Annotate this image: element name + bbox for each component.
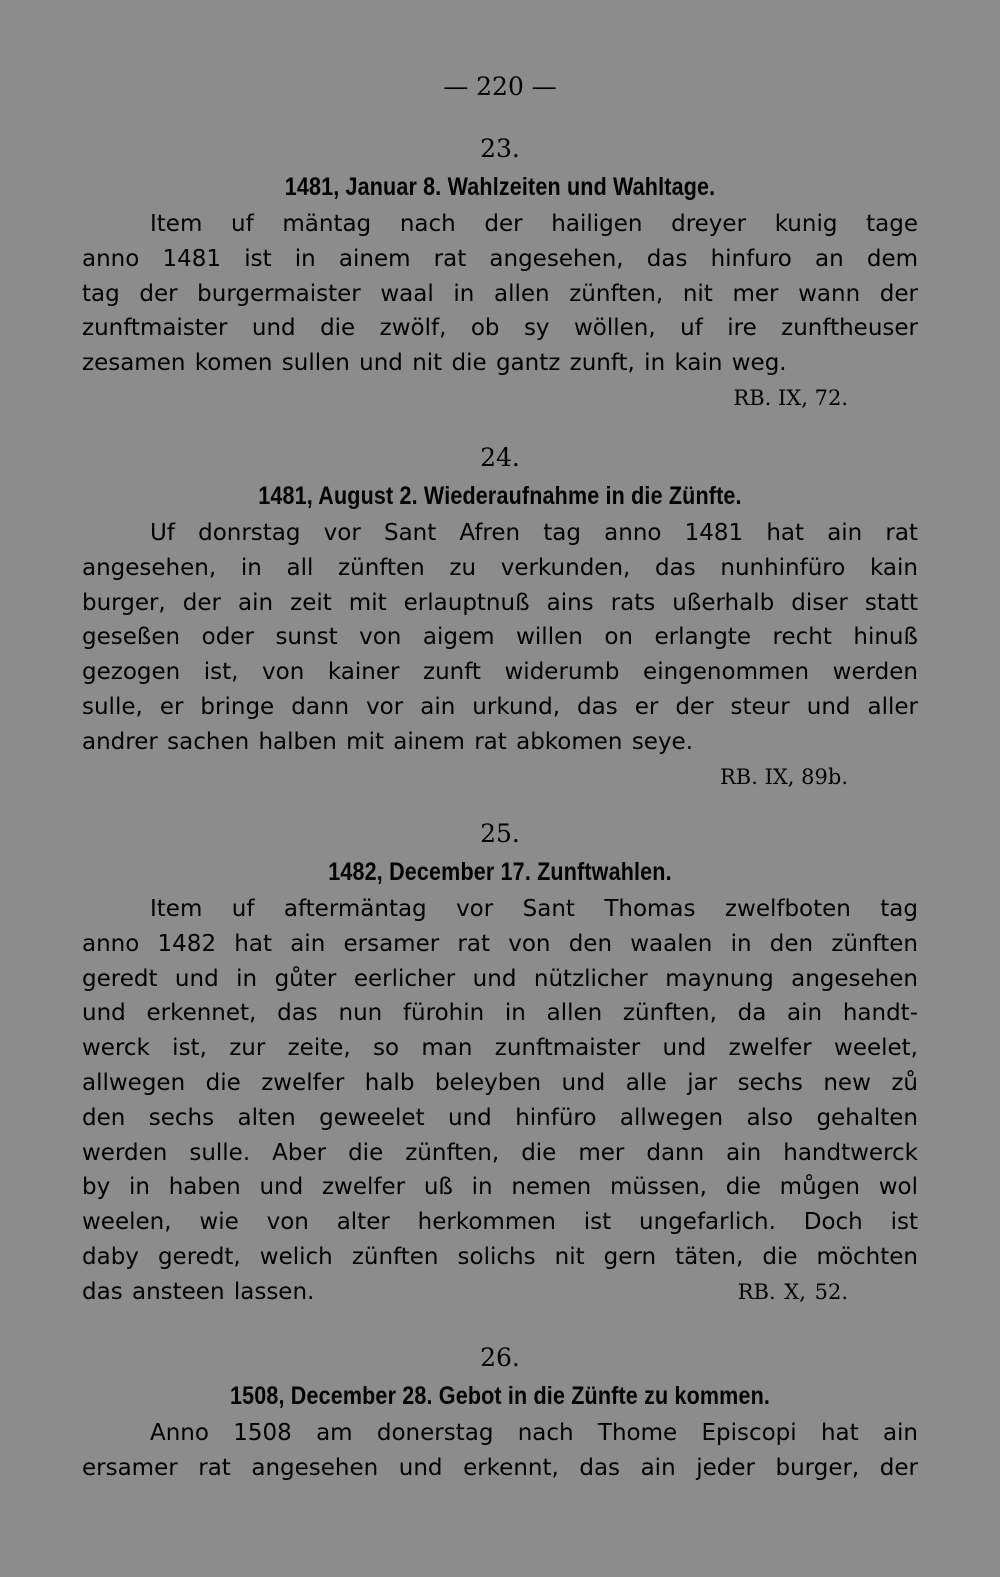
- entry-number: 26.: [480, 1343, 520, 1372]
- entry-text: [82, 1416, 918, 1486]
- text-line: weelen, wie von alter herkommen ist ungefarlich. Doch ist: [82, 1209, 918, 1236]
- text-line: den sechs alten geweelet und hinfüro allwegen also gehalten: [82, 1104, 918, 1131]
- entry-heading: 1508, December 28. Gebot in die Zünfte zu kommen.: [229, 1382, 771, 1410]
- text-line: und erkennet, das nun fürohin in allen zünften, da ain handt-: [82, 1000, 918, 1027]
- text-line: tag der burgermaister waal in allen zünften, nit mer wann der: [82, 280, 918, 307]
- page-number: — 220 —: [443, 72, 557, 101]
- entry-23: [82, 131, 918, 415]
- entry-number: 24.: [480, 443, 520, 472]
- text-line: werck ist, zur zeite, so man zunftmaister und zwelfer weelet,: [82, 1035, 918, 1062]
- text-line: werden sulle. Aber die zünften, die mer dann ain handtwerck: [82, 1139, 918, 1166]
- entry-heading: 1481, August 2. Wiederaufnahme in die Zünfte.: [258, 482, 742, 510]
- entry-text: [82, 516, 918, 760]
- text-line: burger, der ain zeit mit erlauptnuß ains rats ußerhalb diser statt: [82, 589, 918, 616]
- text-line: ersamer rat angesehen und erkennt, das ain jeder burger, der: [82, 1454, 918, 1481]
- source-reference: RB. X, 52.: [737, 1279, 848, 1304]
- text-line: sulle, er bringe dann vor ain urkund, das er der steur und aller: [82, 693, 918, 720]
- entry-number: 25.: [480, 819, 520, 848]
- text-line: geseßen oder sunst von aigem willen on erlangte recht hinuß: [82, 624, 918, 651]
- entry-heading: 1481, Januar 8. Wahlzeiten und Wahltage.: [284, 173, 716, 201]
- text-line: Uf donrstag vor Sant Afren tag anno 1481 hat ain rat: [150, 520, 918, 546]
- text-line: das ansteen lassen.: [82, 1278, 315, 1305]
- text-line: andrer sachen halben mit ainem rat abkomen seye.: [82, 728, 694, 755]
- source-reference: RB. IX, 89b.: [719, 764, 848, 789]
- text-line: gezogen ist, von kainer zunft widerumb eingenommen werden: [82, 659, 918, 686]
- text-line: zesamen komen sullen und nit die gantz zunft, in kain weg.: [82, 350, 787, 377]
- text-line: Item uf mäntag nach der hailigen dreyer kunig tage: [150, 211, 918, 237]
- source-reference: RB. IX, 72.: [733, 385, 848, 410]
- entry-number: 23.: [480, 134, 520, 163]
- text-line: zunftmaister und die zwölf, ob sy wöllen, uf ire zunftheuser: [82, 315, 918, 342]
- entry-heading: 1482, December 17. Zunftwahlen.: [328, 858, 672, 886]
- text-line: angesehen, in all zünften zu verkunden, das nunhinfüro kain: [82, 554, 918, 581]
- text-line: allwegen die zwelfer halb beleyben und alle jar sechs new zů: [82, 1069, 918, 1096]
- text-line: by in haben und zwelfer uß in nemen müssen, die můgen wol: [82, 1174, 918, 1201]
- text-line: Anno 1508 am donerstag nach Thome Episcopi hat ain: [150, 1420, 918, 1446]
- text-line: geredt und in gůter eerlicher und nützlicher maynung angesehen: [82, 965, 918, 992]
- text-line: daby geredt, welich zünften solichs nit gern täten, die möchten: [82, 1243, 918, 1270]
- text-line-with-reference: [82, 1275, 918, 1310]
- entry-26: [82, 1340, 918, 1486]
- text-line: anno 1481 ist in ainem rat angesehen, das hinfuro an dem: [82, 245, 918, 272]
- entry-text: [82, 207, 918, 381]
- text-line: anno 1482 hat ain ersamer rat von den waalen in den zünften: [82, 930, 918, 957]
- entry-text: [82, 892, 918, 1310]
- entry-24: [82, 440, 918, 794]
- entry-25: [82, 816, 918, 1310]
- text-line: Item uf aftermäntag vor Sant Thomas zwelfboten tag: [150, 896, 918, 922]
